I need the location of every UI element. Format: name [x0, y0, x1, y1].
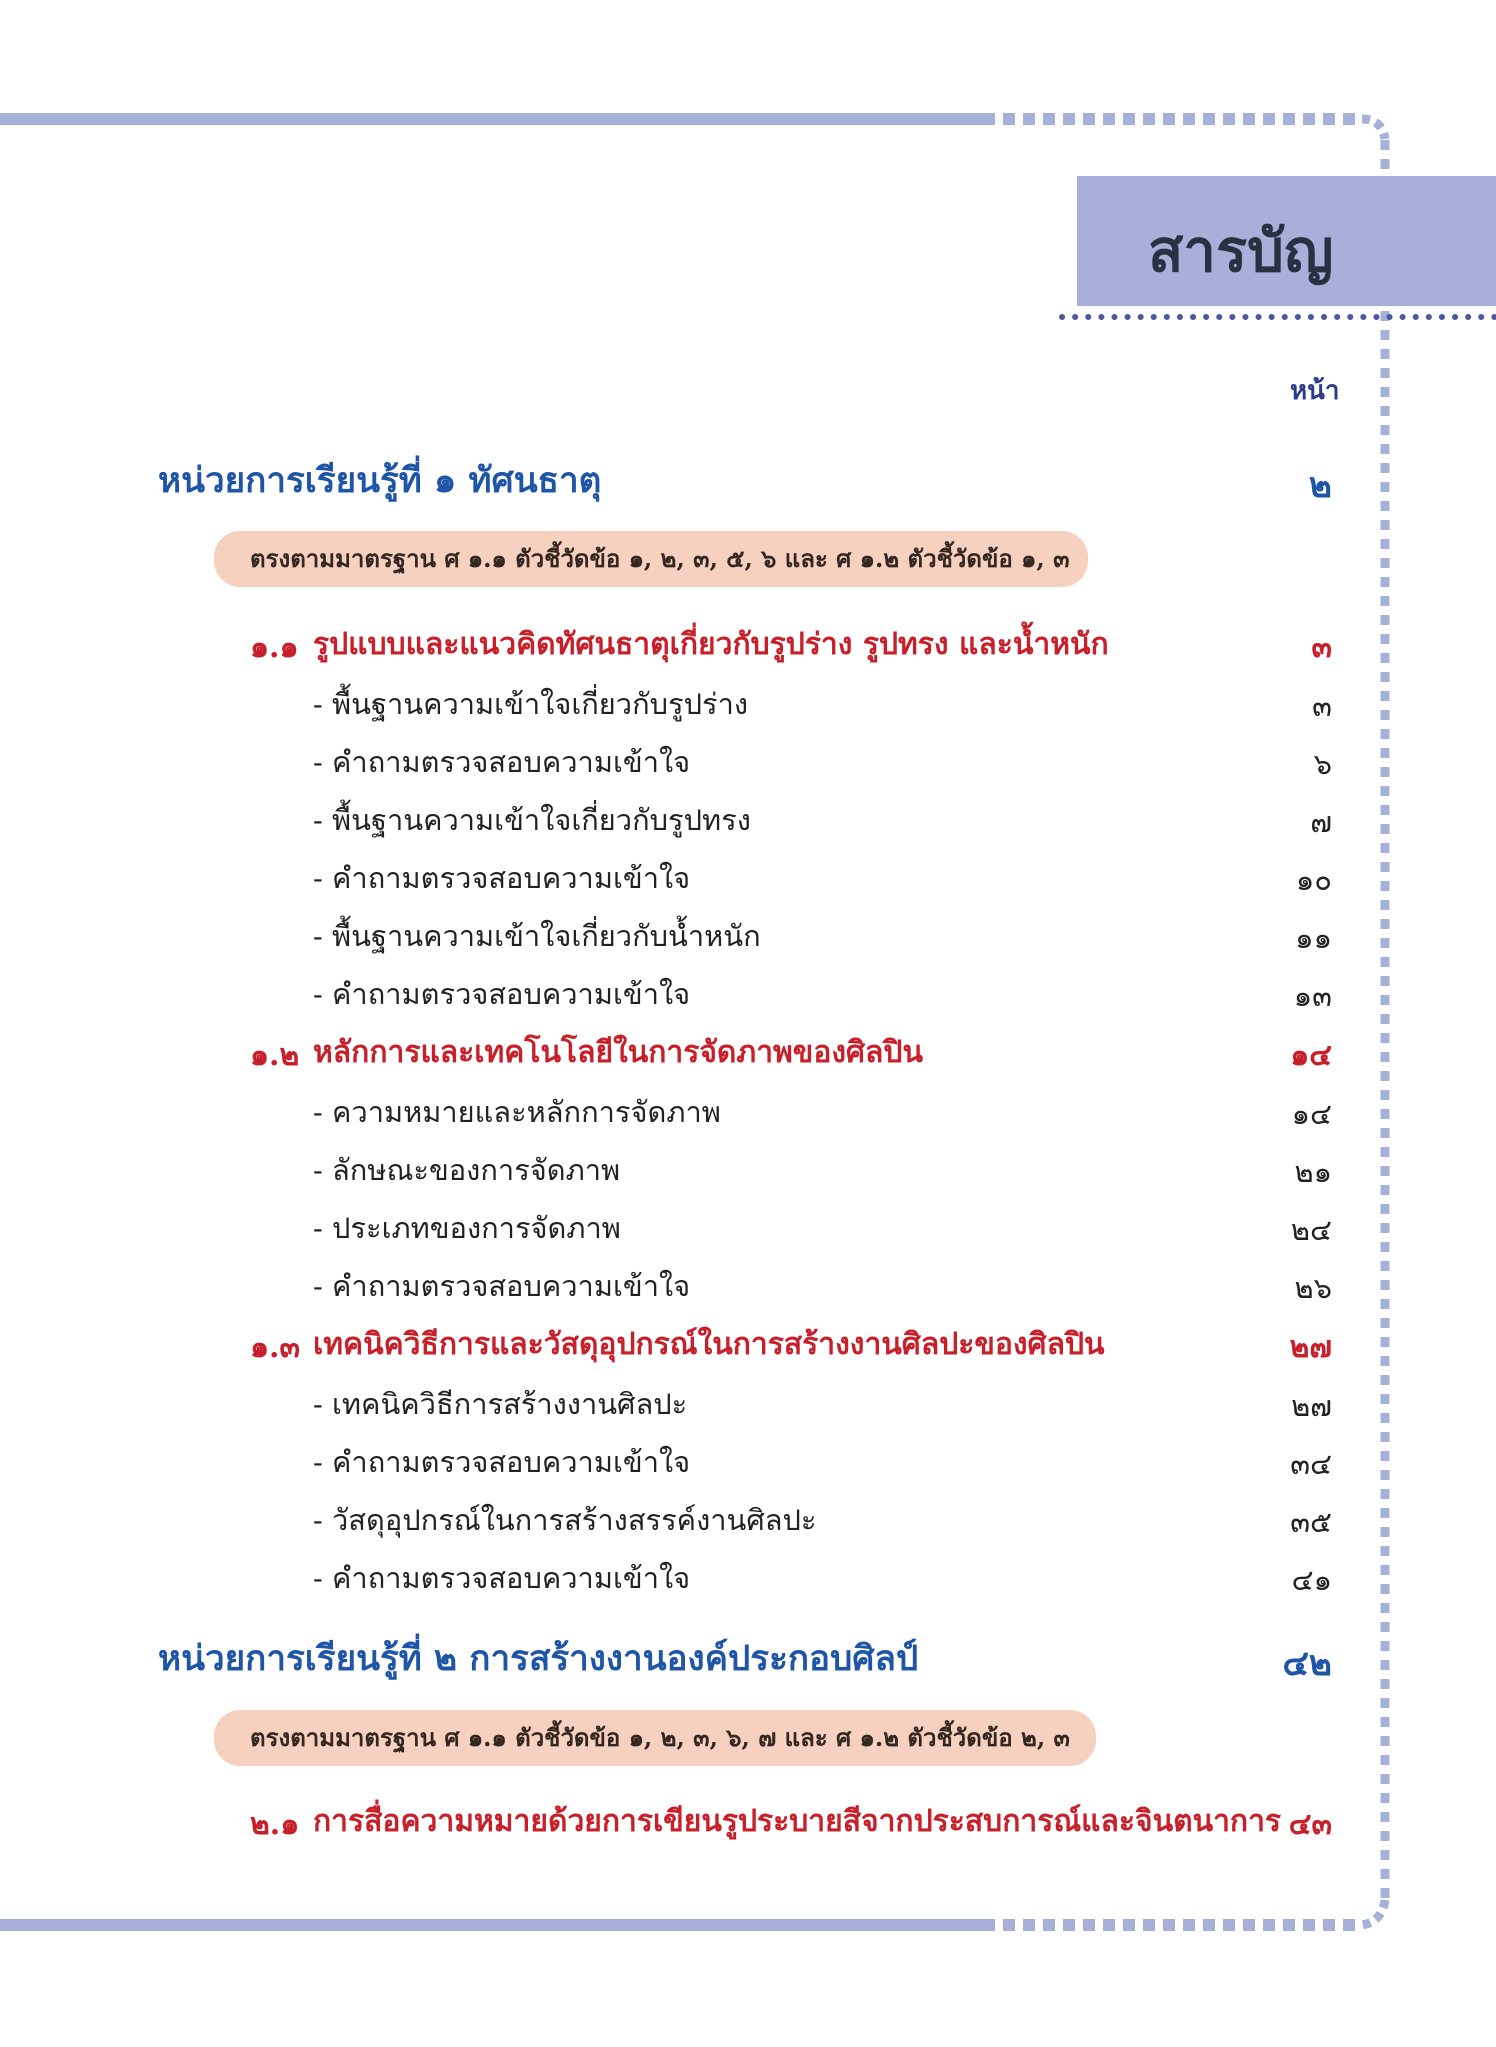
- section-number: ๑.๒: [250, 1038, 300, 1073]
- toc-item: - คำถามตรวจสอบความเข้าใจ: [313, 977, 691, 1011]
- unit-page: ๒: [1308, 465, 1332, 506]
- section-number: ๑.๓: [250, 1330, 300, 1365]
- toc-item-page: ๒๗: [1291, 1389, 1332, 1423]
- toc-item: - พื้นฐานความเข้าใจเกี่ยวกับน้ำหนัก: [313, 919, 761, 953]
- toc-item: - ประเภทของการจัดภาพ: [313, 1211, 621, 1245]
- toc-item-page: ๑๔: [1291, 1097, 1332, 1131]
- section-page: ๑๔: [1290, 1038, 1332, 1073]
- toc-item: - วัสดุอุปกรณ์ในการสร้างสรรค์งานศิลปะ: [313, 1503, 817, 1537]
- section-title: หลักการและเทคโนโลยีในการจัดภาพของศิลปิน: [313, 1035, 923, 1070]
- unit-title: หน่วยการเรียนรู้ที่ ๑ ทัศนธาตุ: [158, 460, 602, 501]
- toc-item-page: ๖: [1313, 747, 1332, 781]
- page-column-header: หน้า: [1290, 376, 1340, 406]
- toc-item: - คำถามตรวจสอบความเข้าใจ: [313, 1561, 691, 1595]
- toc-item-page: ๑๐: [1295, 863, 1332, 897]
- toc-item-page: ๔๑: [1291, 1563, 1332, 1597]
- section-page: ๓: [1311, 630, 1332, 665]
- toc-item-page: ๒๔: [1290, 1213, 1332, 1247]
- toc-item-page: ๑๓: [1293, 979, 1332, 1013]
- section-page: ๒๗: [1289, 1330, 1332, 1365]
- toc-item-page: ๓๕: [1290, 1505, 1332, 1539]
- unit-title: หน่วยการเรียนรู้ที่ ๒ การสร้างงานองค์ประกอบศิลป์: [158, 1638, 919, 1679]
- section-title: รูปแบบและแนวคิดทัศนธาตุเกี่ยวกับรูปร่าง รูปทรง และน้ำหนัก: [313, 627, 1109, 662]
- toc-item-page: ๑๑: [1295, 921, 1332, 955]
- toc-item: - เทคนิควิธีการสร้างงานศิลปะ: [313, 1387, 688, 1421]
- section-page: ๔๓: [1288, 1807, 1332, 1842]
- toc-item-page: ๓๔: [1290, 1447, 1332, 1481]
- toc-item: - คำถามตรวจสอบความเข้าใจ: [313, 1269, 691, 1303]
- section-number: ๒.๑: [250, 1807, 300, 1842]
- section-title: เทคนิควิธีการและวัสดุอุปกรณ์ในการสร้างงานศิลปะของศิลปิน: [313, 1327, 1105, 1362]
- toc-item: - พื้นฐานความเข้าใจเกี่ยวกับรูปร่าง: [313, 687, 749, 721]
- standard-text: ตรงตามมาตรฐาน ศ ๑.๑ ตัวชี้วัดข้อ ๑, ๒, ๓, ๖, ๗ และ ศ ๑.๒ ตัวชี้วัดข้อ ๒, ๓: [250, 1723, 1070, 1752]
- unit-page: ๔๒: [1282, 1643, 1332, 1684]
- toc-item-page: ๗: [1310, 805, 1332, 839]
- section-title: การสื่อความหมายด้วยการเขียนรูประบายสีจากประสบการณ์และจินตนาการ: [313, 1804, 1282, 1839]
- toc-item-page: ๒๑: [1294, 1155, 1332, 1189]
- toc-item: - คำถามตรวจสอบความเข้าใจ: [313, 745, 691, 779]
- toc-item: - ความหมายและหลักการจัดภาพ: [313, 1095, 721, 1129]
- page-title: สารบัญ: [1148, 217, 1334, 285]
- toc-item-page: ๓: [1312, 689, 1332, 723]
- toc-item: - ลักษณะของการจัดภาพ: [313, 1153, 621, 1187]
- toc-item: - คำถามตรวจสอบความเข้าใจ: [313, 1445, 691, 1479]
- toc-item-page: ๒๖: [1294, 1271, 1332, 1305]
- section-number: ๑.๑: [250, 630, 299, 665]
- toc-item: - คำถามตรวจสอบความเข้าใจ: [313, 861, 691, 895]
- standard-text: ตรงตามมาตรฐาน ศ ๑.๑ ตัวชี้วัดข้อ ๑, ๒, ๓, ๕, ๖ และ ศ ๑.๒ ตัวชี้วัดข้อ ๑, ๓: [250, 544, 1070, 573]
- toc-item: - พื้นฐานความเข้าใจเกี่ยวกับรูปทรง: [313, 803, 751, 837]
